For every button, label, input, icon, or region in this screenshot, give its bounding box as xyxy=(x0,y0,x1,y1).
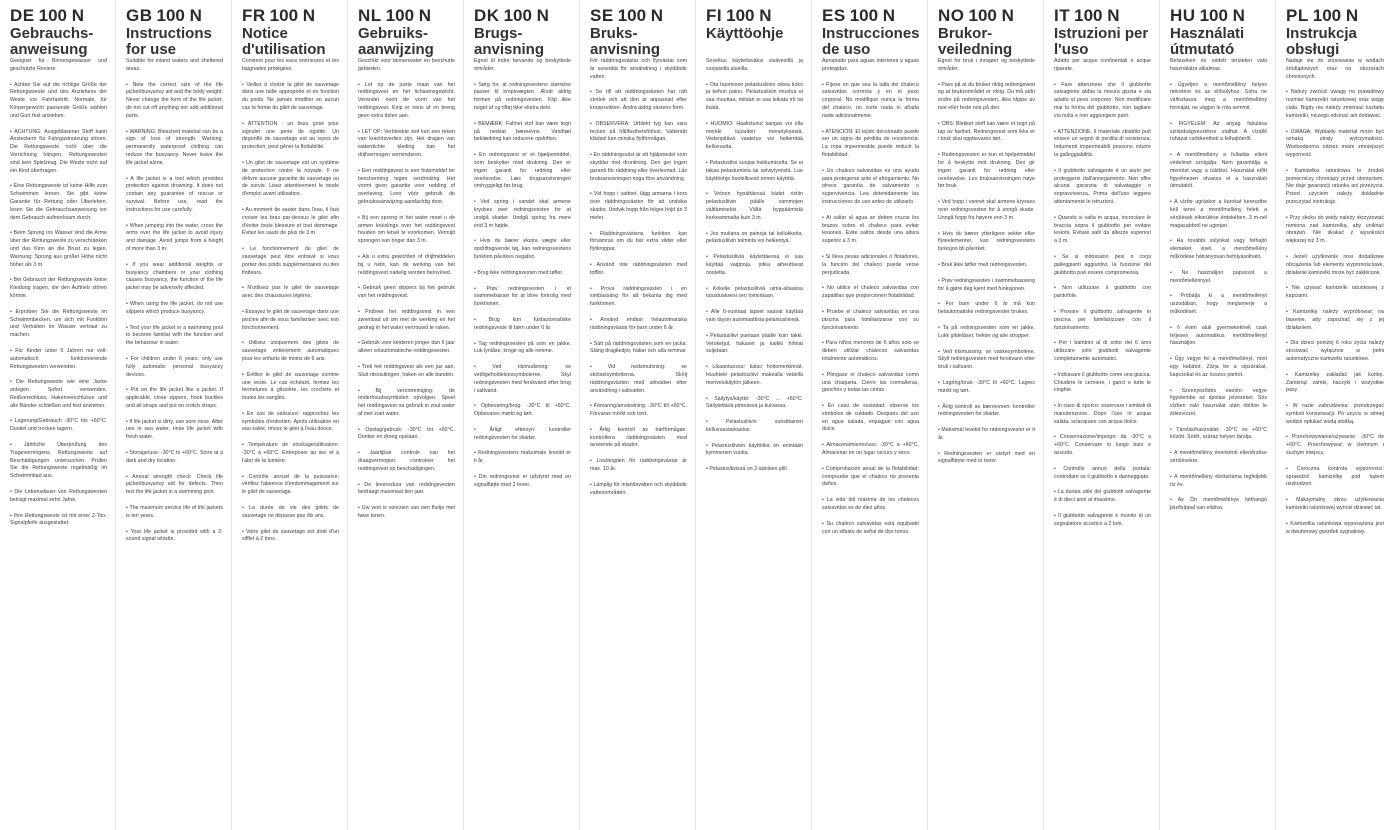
language-code: DK xyxy=(474,6,500,25)
instruction-paragraph: • Kokeile pelastusliiviä uima-altaassa tutustuaksesi sen toimintaan. xyxy=(706,285,803,300)
instruction-paragraph: • FIGYELEM: Az anyag fakulása szilárdságvesztésre utalhat. A vízálló ruházat csökkentheti a felhajtóerőt. xyxy=(1170,120,1267,143)
instruction-body xyxy=(1170,58,1267,513)
instruction-paragraph: • Température de stockage/utilisation: -30°C à +60°C. Entreposer au sec et à l'abri de la lumière. xyxy=(242,442,339,464)
instruction-paragraph: • Achten Sie auf die richtige Größe der Rettungsweste und des Anziehens der Weste vor Fahrtantritt. Normale, für Körpergewicht passende Größe wählen und Gurt fest anziehen. xyxy=(10,81,107,119)
instruction-paragraph: • Test your life jacket in a swimming pool to become familiar with the function and the behaviour in water. xyxy=(126,324,223,347)
instruction-paragraph: • BEMÆRK: Falmet stof kan være tegn på nedsat bæreevne. Vandtæt beklædning kan reducere opdriften. xyxy=(474,120,571,143)
instruction-paragraph: • Prøv redningsvesten i svømmebasseng for å gjøre deg kjent med funksjonen. xyxy=(938,277,1035,292)
language-column-fr xyxy=(232,0,348,830)
instruction-paragraph: • If life jacket is dirty, use sore rinse. After use in sea water, rinse life jacket with fresh water. xyxy=(126,418,223,441)
instruction-paragraph: • Non utilizzare il giubbotto con pantofole. xyxy=(1054,285,1151,300)
instruction-paragraph: • Utilisez uniquement des gilets de sauvetage entièrement automatiques pour les enfants de moins de 6 ans. xyxy=(242,340,339,362)
instruction-body xyxy=(590,58,687,497)
instruction-paragraph: • Storage/use: -30°C to +60°C. Store at a dark and dry location. xyxy=(126,450,223,464)
instruction-paragraph: Belvizeken és védett területen való használatra alkalmas. xyxy=(1170,58,1267,72)
column-header xyxy=(126,6,223,58)
instruction-paragraph: • Pass på at du bruker riktig redningsvest og at bruksområdet er riktig. Du må aldri endre på redningsvesten, ikke klippe av noe eller feste noe på den. xyxy=(938,81,1035,111)
instruction-paragraph: • Nie używać kamizelki ratunkowej z kapciami. xyxy=(1286,285,1384,300)
instruction-paragraph: • Använd inte räddningsvästen med tofflor. xyxy=(590,261,687,276)
instruction-paragraph: • N'utilisez pas le gilet de sauvetage avec des chaussures légères. xyxy=(242,285,339,300)
instruction-paragraph: • Controllo annuo della portata: controllare se il giubbotto è danneggiato. xyxy=(1054,465,1151,480)
instruction-paragraph: • Kamizelka ratunkowa to środek pomocniczy chroniący przed utonięciem. Nie daje gwarancji ratunku ani przeżycia. Przed użyciem należy dokładnie przeczytać instrukcję. xyxy=(1286,167,1384,205)
language-code: PL xyxy=(1286,6,1309,25)
instruction-paragraph: • Vid hopp i vattnet, lägg armarna i kors över räddningsvästen för att undvika skador. Undvik hopp från högre höjd än 3 meter. xyxy=(590,191,687,221)
instruction-paragraph: • Uw vest is voorzien van een fluitje met twee tonen. xyxy=(358,505,455,520)
instruction-paragraph: • Ne használjon papucsot a mentőmellénnyel. xyxy=(1170,269,1267,284)
instruction-paragraph: • Lagerung/Gebrauch -30°C bis +60°C. Dunkel und trocken lagern. xyxy=(10,418,107,433)
instruction-paragraph: • Vid nedsmutsning: se skötselsymbolerna. Skölj räddningsvästen med sötvatten efter användning i saltvatten. xyxy=(590,364,687,394)
instruction-paragraph: • When using the life jacket, do not use slippers which produce buoyancy. xyxy=(126,300,223,315)
instruction-paragraph: • Tag redningsvesten på som en jakke. Luk lynlåse, kroge og alle remme. xyxy=(474,340,571,355)
instruction-paragraph: • Si lleva pesas adicionales o flotadores, la función del chaleco puede verse perjudicada. xyxy=(822,253,919,276)
column-header xyxy=(590,6,687,58)
instruction-paragraph: • Beim Sprung ins Wasser sind die Arme über der Rettungsweste zu verschränken und das Kinn an die Brust zu legen. Warnung: Sprung aus großer Höhe nicht höher als 3 m. xyxy=(10,230,107,268)
instruction-paragraph: • Al saltar al agua se deben cruzar los brazos sobre el chaleco para evitar lesiones. Evite saltos desde una altura superior a 3 m. xyxy=(822,214,919,245)
instruction-paragraph: • For children under 6 years, only use fully automatic personal buoyancy devices. xyxy=(126,355,223,378)
instruction-paragraph: • Należy zwrócić uwagę na prawidłowy rozmiar kamizelki ratunkowej oraz wagę ciała. Nigdy nie należy zmieniać kształtu kamizelki, niczego odcinać ani dodawać. xyxy=(1286,89,1384,119)
language-column-nl xyxy=(348,0,464,830)
instruction-paragraph: Egnet til indre farvande og beskyttede områder. xyxy=(474,58,571,72)
instruction-paragraph: • Dla dzieci poniżej 6 roku życia należy stosować wyłącznie w pełni automatyczne kamizelki ratunkowe. xyxy=(1286,340,1384,362)
instruction-paragraph: • Vetoon hypättäessä kädet ristiin pelastusliivin päälle vammojen välttämiseksi. Vältä hyppäämistä korkeammalta kuin 3 m. xyxy=(706,191,803,221)
language-column-es xyxy=(812,0,928,830)
instruction-paragraph: • Un chaleco salvavidas es una ayuda para protegerse ante el ahogamiento. No ofrece garantía de salvamento o supervivencia. Lea detenidamente las instrucciones de uso antes de utilizarlo. xyxy=(822,167,919,205)
instruction-paragraph: • Opslag/gebruik: -30°C tot +60°C. Donker en droog opslaan. xyxy=(358,426,455,441)
instruction-paragraph: • Brug kun fuldautomatiske redningsveste til børn under 6 år. xyxy=(474,316,571,331)
instruction-paragraph: • Fare attenzione che il giubbotto salvagente abbia la misura giusta e sia adatto al peso corporeo. Non modificare mai la forma del giubbotto, non tagliare via nulla e non aggiungere parti. xyxy=(1054,81,1151,119)
instruction-paragraph: • Ved spring i vandet skal armene krydses over redningsvesten for at undgå skader. Undgå spring fra mere end 3 m højde. xyxy=(474,199,571,229)
buoyancy-rating: 100 N xyxy=(617,6,664,25)
instruction-paragraph: • En caso de suciedad: observe los símbolos de cuidado. Después del uso en agua salada, enjuague con agua dulce. xyxy=(822,403,919,433)
instruction-paragraph: • Comprobación anual de la flotabilidad: compruebe que el chaleco no presenta daños. xyxy=(822,465,919,488)
instruction-paragraph: • Använd endast helautomatiska räddningsvästar för barn under 6 år. xyxy=(590,316,687,331)
buoyancy-rating: 100 N xyxy=(1199,6,1245,25)
instruction-paragraph: • Jeżeli użytkownik nosi dodatkowe obciążenia lub elementy wypornościowe, działanie kamizelki może być zakłócone. xyxy=(1286,253,1384,276)
instruction-paragraph: • Jährliche Überprüfung des Tragevermögens. Rettungsweste auf Beschädigungen untersuchen. Prüfen Sie die Rettungsweste regelmäßig im Schwimmbad aus. xyxy=(10,442,107,480)
instruction-paragraph: • LET OP: Verbleekte stof kan een teken van krachtsverlies zijn. Het dragen van waterdichte kleding kan het drijfvermogen verminderen. xyxy=(358,128,455,158)
buoyancy-rating: 100 N xyxy=(385,6,432,25)
language-code: NL xyxy=(358,6,382,25)
instruction-paragraph: • Szennyeződés esetén: vegye figyelembe az ápolási jelzéseket. Sós vízben való használat után öblítse le édesvízzel. xyxy=(1170,387,1267,417)
instruction-paragraph: • Hvis du bærer ytterligere vekter eller flyteelementer, kan redningsvestens funksjon bli påvirket. xyxy=(938,230,1035,253)
instruction-paragraph: • Przechowywanie/używanie: -30°C do +60°C. Przechowywać w ciemnym i suchym miejscu. xyxy=(1286,434,1384,457)
instruction-paragraph: • En cas de salissure: rapprochez les symboles d'entretien. Après utilisation en eau salée, rincez le gilet à l'eau douce. xyxy=(242,410,339,433)
instruction-paragraph: • Kamizelkę należy wypróbować na basenie, aby zapoznać się z jej działaniem. xyxy=(1286,308,1384,331)
instruction-paragraph: • In caso di sporco: osservare i simboli di manutenzione. Dopo l'uso in acqua salata, sciacquare con acqua dolce. xyxy=(1054,403,1151,425)
buoyancy-rating: 100 N xyxy=(849,6,896,25)
instruction-paragraph: • Förvaring/användning: -30°C till +60°C. Förvaras mörkt och torrt. xyxy=(590,403,687,418)
language-column-no xyxy=(928,0,1044,830)
instruction-paragraph: • Sätt på räddningsvästen som en jacka. Stäng dragkedjor, hakar och alla remmar. xyxy=(590,340,687,355)
buoyancy-rating: 100 N xyxy=(1312,6,1359,25)
column-title: Instrukcja obsługi xyxy=(1286,25,1357,58)
language-column-gb xyxy=(116,0,232,830)
column-header xyxy=(474,6,571,58)
column-title: Käyttöohje xyxy=(706,25,784,42)
instruction-paragraph: • Hvis du bærer ekstra vægte eller opdriftsgivende tøj, kan redningsvestens funktion påvirkes negativt. xyxy=(474,238,571,260)
instruction-paragraph: • Essayez le gilet de sauvetage dans une piscine afin de vous familiariser avec son fonctionnement. xyxy=(242,308,339,331)
instruction-paragraph: • Le fonctionnement du gilet de sauvetage peut être entravé si vous portez des poids supplémentaires ou des flotteurs. xyxy=(242,246,339,276)
instruction-paragraph: • The maximum service life of life jackets is ten years. xyxy=(126,505,223,519)
instruction-paragraph: • A mentőmellény a fulladás elleni védelmet szolgálja. Nem garantálja a mentést vagy a túlélést. Használat előtt figyelmesen olvassa el a használati útmutatót. xyxy=(1170,152,1267,190)
column-header xyxy=(938,6,1035,58)
instruction-paragraph: • Un gilet de sauvetage est un système de protection contre la noyade. Il ne délivre aucune garantie de sauvetage ou de survie. Lisez attentivement le mode d'emploi avant utilisation. xyxy=(242,159,339,198)
column-title: Brugs-anvisning xyxy=(474,25,545,58)
column-header xyxy=(706,6,803,58)
instruction-paragraph: • Jaarlijkse controle van het draagvermogen: controleer het reddingsvest op beschadigingen. xyxy=(358,450,455,472)
instruction-paragraph: • If you wear additional weights or buoyancy chambers or your clothing causes buoyancy, the function of the life jacket may be adversely affected. xyxy=(126,261,223,292)
instruction-paragraph: • ATTENZIONE: il materiale sbiadito può essere un segno di perdita di resistenza. Indumenti impermeabili possono ridurre la galleggiabilità. xyxy=(1054,128,1151,158)
instruction-paragraph: • Lagring/bruk: -30°C til +60°C. Lagres mørkt og tørt. xyxy=(938,379,1035,394)
instruction-paragraph: • For barn under 6 år må kun helautomatiske redningsvester brukes. xyxy=(938,301,1035,316)
instruction-paragraph: • Für Kinder unter 6 Jahren nur voll-automatisch funktionierende Rettungswesten verwenden. xyxy=(10,347,107,370)
instruction-paragraph: • 6 éven aluli gyermekeknek csak teljesen automatikus mentőmellényt használjon. xyxy=(1170,324,1267,347)
instruction-paragraph: • Säilytys/käyttö: -30°C ... +60°C. Säilytettävä pimeässä ja kuivassa. xyxy=(706,395,803,410)
instruction-paragraph: • Pelastusliiviä käytettäessä ei saa käyttää vaippoja, jotka aiheuttavat nostetta. xyxy=(706,254,803,276)
instruction-paragraph: • Votre gilet de sauvetage est doté d'un sifflet à 2 tons. xyxy=(242,528,339,543)
language-column-it xyxy=(1044,0,1160,830)
instruction-paragraph: Adatto per acque continentali e acque riparate. xyxy=(1054,58,1151,72)
instruction-paragraph: • Przy skoku do wody należy skrzyżować ramiona nad kamizelką, aby uniknąć obrażeń. Nie skakać z wysokości większej niż 3 m. xyxy=(1286,214,1384,245)
language-column-pl xyxy=(1276,0,1392,830)
column-title: Notice d'utilisation xyxy=(242,25,326,58)
instruction-paragraph: • Lämplig för inlandsvatten och skyddade vattenområden. xyxy=(590,481,687,496)
column-title: Istruzioni per l'uso xyxy=(1054,25,1149,58)
instruction-paragraph: • Prøv redningsvesten i et svømmebassin for at blive fortrolig med funktionen. xyxy=(474,285,571,308)
column-title: Instructions for use xyxy=(126,25,212,58)
instruction-body xyxy=(938,58,1035,466)
instruction-paragraph: • Pruebe el chaleco salvavidas en una piscina para familiarizarse con su funcionamiento. xyxy=(822,308,919,331)
instruction-paragraph: • Die Lebensdauer von Rettungswesten beträgt maximal zehn Jahre. xyxy=(10,489,107,503)
instruction-body xyxy=(1054,58,1151,529)
instruction-paragraph: • Put on the life jacket like a jacket. If applicable, close zippers, hook buckles and all straps and put on crotch straps. xyxy=(126,387,223,409)
instruction-paragraph: • Pelastusliivi suojaa hukkumiselta. Se ei takaa pelastumista tai selviytymistä. Lue käyttöohje huolellisesti ennen käyttöä. xyxy=(706,159,803,182)
instruction-paragraph: • Bij verontreiniging: de onderhoudssymbolen opvolgen. Spoel het reddingsvest na gebruik in zout water af met zoet water. xyxy=(358,387,455,417)
instruction-paragraph: • Alle 6-vuotiaat lapset saavat käyttää vain täysin automaattisia pelastusliivejä. xyxy=(706,309,803,323)
instruction-paragraph: • Redningsvestens maksimale levetid er ti år. xyxy=(474,450,571,465)
column-header xyxy=(822,6,919,58)
instruction-body xyxy=(1286,58,1384,536)
instruction-paragraph: • Eine Rettungsweste ist keine Hilfe zum Schwimmen lernen. Sie gibt keine Garantie für Rettung oder Überleben, lesen Sie die Gebrauchsanweisung vor dem Gebrauch aufmerksam durch. xyxy=(10,183,107,221)
instruction-paragraph: • Bruk ikke tøfler med redningsvesten. xyxy=(938,261,1028,268)
instruction-paragraph: • OBS: Blekket stoff kan være et tegn på tap av fasthet. Redningsvest som ikke er i bruk skal oppbevares tørt. xyxy=(938,120,1035,143)
column-header xyxy=(10,6,107,58)
instruction-paragraph: • Ihre Rettungsweste ist mit einer 2-Ton-Signalpfeife ausgestattet. xyxy=(10,512,107,527)
instruction-paragraph: • Bei Gebrauch der Rettungsweste keine Kleidung tragen, die den Auftrieb stören könnte. xyxy=(10,277,107,299)
instruction-paragraph: • A vízbe ugráskor a karokat keresztbe kell tenni a mentőmellény felett a sérülések elkerülése érdekében. 3 m-nél magasabbról ne ugorjon. xyxy=(1170,199,1267,229)
instruction-paragraph: • ATENCIÓN: El tejido decolorado puede ser un signo de pérdida de resistencia. La ropa impermeable puede reducir la flotabilidad. xyxy=(822,128,919,158)
column-header xyxy=(358,6,455,58)
instruction-paragraph: • Annual strength check: Check life jacket/buoyancy aid for defects. Then test the life jacket in a swimming pool. xyxy=(126,473,223,496)
buoyancy-rating: 100 N xyxy=(503,6,549,25)
instruction-paragraph: • Kamizelka ratunkowa wyposażona jest w dwutonowy gwizdek sygnałowy. xyxy=(1286,520,1384,535)
instruction-paragraph: • Ügyeljen a mentőmellény helyes méretére és az élősúlyhoz. Soha ne változtassa meg a mentőmellény formáját, ne vágjon le róla semmit. xyxy=(1170,81,1267,111)
instruction-paragraph: • La vida útil máxima de los chalecos salvavidas es de diez años. xyxy=(822,497,919,512)
instruction-paragraph: • En redningsvest er et hjælpemiddel, som beskytter mod drukning. Den er ingen garanti for redning eller overlevelse. Læs brugsanvisningen omhyggeligt før brug. xyxy=(474,152,571,190)
instruction-paragraph: • Conservazione/impiego: da -30°C a +60°C. Conservare in luogo buio e asciutto. xyxy=(1054,434,1151,457)
instruction-paragraph: • Trek het reddingsvest als een jas aan. Sluit ritssluitingen, haken en alle banden. xyxy=(358,363,455,378)
instruction-paragraph: • Gebruik voor kinderen jonger dan 6 jaar alleen volautomatische reddingsvesten. xyxy=(358,340,455,355)
instruction-paragraph: • WARNING: Bleached material can be a sign of loss of strength. Warning: permanently waterproof clothing can reduce the buoyancy. Never leave the life jacket alone. xyxy=(126,128,223,166)
instruction-paragraph: • Let op de juiste maat van het reddingsvest en het lichaamsgewicht. Verander nooit de vorm van het reddingsvest. Knip er niets af en breng geen extra delen aan. xyxy=(358,81,455,119)
instruction-paragraph: • Likaantuessa: katso hoitomerkinnät. Huuhtele pelastusliivi makealla vedellä merivesikäytön jälkeen. xyxy=(706,364,803,386)
instruction-paragraph: • ATTENTION : un tissu grisé pour signaler une perte de rigidité. Un dégonflé de sauvetage est au repos de protection, peut gêner la flottabilité. xyxy=(242,120,339,151)
instruction-paragraph: Apropiado para aguas interiores y aguas protegidas. xyxy=(822,58,919,72)
instruction-paragraph: • Au moment de sauter dans l'eau, il faut croiser les bras par-dessus le gilet afin d'éviter toute blessure et tout dommage. Évitez les sauts de plus de 3 m. xyxy=(242,206,339,237)
instruction-paragraph: • Enfilez le gilet de sauvetage comme une veste. Le cas échéant, fermez les fermetures à glissière, les crochets et toutes les sangles. xyxy=(242,371,339,402)
instruction-paragraph: • Maksymalny okres użytkowania kamizelki ratunkowej wynosi dziesięć lat. xyxy=(1286,497,1384,512)
instruction-paragraph: • ACHTUNG: Ausgeblasener Stoff kann Ansteckern für Fahrgastnutzung stören. Die Rettungsweste nicht über die Vorrichtung hängen. Rettungswesten sind kein Spielzeug. Die Weste nicht auf ein Kind übertragen. xyxy=(10,128,107,174)
instruction-paragraph: • Pelastusliivien käyttöikä on enintään kymmenen vuotta. xyxy=(706,442,803,457)
instruction-paragraph: • Il giubbotto salvagente è munito di un segnalatore acustico a 2 toni. xyxy=(1054,513,1151,527)
language-column-dk xyxy=(464,0,580,830)
column-title: Brukor-veiledning xyxy=(938,25,1013,58)
instruction-paragraph: • Redningsvesten er utstyrt med en signalfløyte med to toner. xyxy=(938,450,1035,465)
instruction-paragraph: • Il giubbotto salvagente è un aiuto per proteggersi dall'annegamento. Non offre alcuna garanzia di salvataggio o sopravvivenza. Prima dell'uso leggere attentamente le istruzioni. xyxy=(1054,167,1151,205)
column-title: Gebrauchs-anweisung xyxy=(10,25,94,58)
instruction-paragraph: • Se till att räddningsvästen har rätt storlek och att den är anpassad efter kroppsvikten. Ändra aldrig västens form. xyxy=(590,89,687,111)
instruction-paragraph: • Årlig kontroll av bæreevnen: kontroller redningsvesten for skader. xyxy=(938,403,1035,418)
instruction-paragraph: • Ha további súlyokat vagy felhajtó elemeket visel, a mentőmellény működése hátrányosan befolyásolható. xyxy=(1170,238,1267,260)
instruction-paragraph: • Die Rettungsweste wie eine Jacke anlegen. Sofort verwenden. Reißverschluss, Hakenverschlüsse und alle Bänder schließen und fest anziehen. xyxy=(10,379,107,409)
instruction-paragraph: • Opbevaring/brug: -30°C til +60°C. Opbevares mørkt og tørt. xyxy=(474,403,571,418)
instruction-body xyxy=(358,58,455,521)
buoyancy-rating: 100 N xyxy=(968,6,1014,25)
instruction-paragraph: • Din redningsvest er udstyret med en signalfløjte med 2 toner. xyxy=(474,474,571,488)
buoyancy-rating: 100 N xyxy=(38,6,84,25)
instruction-paragraph: • Livslängden för räddningsvästar är max. 10 år. xyxy=(590,458,687,473)
instruction-paragraph: Geeignet für Binnengewässer und geschützte Reviere. xyxy=(10,58,107,72)
language-code: NO xyxy=(938,6,965,25)
instruction-paragraph: • Próbálja ki a mentőmellényt uszodában, hogy megismerje a működését. xyxy=(1170,293,1267,315)
instruction-paragraph: • Para niños menores de 6 años solo se deben utilizar chalecos salvavidas totalmente automáticos. xyxy=(822,340,919,362)
instruction-paragraph: Suitable for inland waters and sheltered areas. xyxy=(126,58,223,72)
instruction-paragraph: • No utilice el chaleco salvavidas con zapatillas que proporcionen flotabilidad. xyxy=(822,285,919,300)
instruction-paragraph: • Jos mukana on painoja tai kellukkeita, pelastusliivin toiminta voi heikentyä. xyxy=(706,230,803,245)
instruction-paragraph: • Een reddingsvest is een hulpmiddel ter bescherming tegen verdrinking. Het vormt geen garantie voor redding of overleving. Lees vóór gebruik de gebruiksaanwijzing aandachtig door. xyxy=(358,167,455,205)
language-code: ES xyxy=(822,6,846,25)
language-code: SE xyxy=(590,6,614,25)
column-header xyxy=(1170,6,1267,58)
instruction-body xyxy=(706,58,803,474)
instruction-paragraph: • Als u extra gewichten of drijfmiddelen bij u hebt, kan de werking van het reddingsvest nadelig worden beïnvloed. xyxy=(358,253,455,276)
language-code: FI xyxy=(706,6,723,25)
instruction-paragraph: • La durée de vie des gilets de sauvetage ne dépasse pas dix ans. xyxy=(242,505,339,519)
instruction-paragraph: • De levensduur van reddingsvesten bedraagt maximaal tien jaar. xyxy=(358,481,455,496)
instruction-paragraph: Nadaje się do stosowania w wodach śródlądowych oraz na obszarach chronionych. xyxy=(1286,58,1384,80)
instruction-paragraph: • Ota huomioon pelastusliivin oikea koko ja kehon paino. Pelastusliivin muotoa ei saa muuttaa, mitään ei saa leikata irti tai lisätä. xyxy=(706,81,803,111)
language-code: FR xyxy=(242,6,266,25)
language-column-hu xyxy=(1160,0,1276,830)
instruction-paragraph: • A life jacket is a tool which provides protection against drowning. It does not contain any guarantee of rescue or survival. Before use, read the instructions for use carefully. xyxy=(126,175,223,213)
instruction-paragraph: Convient pour les eaux intérieures et les baignades protégées. xyxy=(242,58,339,72)
instruction-paragraph: Soveltuu käytettäväksi sisävesillä ja suojaisilla alueilla. xyxy=(706,58,803,72)
instruction-paragraph: • UWAGA: Wyblakły materiał może być oznaką utraty wytrzymałości. Wodoodporna odzież może zmniejszyć wyporność. xyxy=(1286,128,1384,158)
instruction-paragraph: • Redningsvesten er kun et hjelpemiddel for å beskytte mot drukning. Den gir ingen garanti for redning eller overlevelse. Les bruksanvisningen nøye før bruk. xyxy=(938,152,1035,190)
instruction-paragraph: • Pelastusliivi puetaan päälle kuin takki. Vetoketjut, hakaset ja kaikki hihnat suljetaan. xyxy=(706,332,803,355)
instruction-paragraph: • Probeer het reddingsvest in een zwembad uit om met de werking en het gedrag in het water vertrouwd te raken. xyxy=(358,308,455,331)
instruction-paragraph: • Indossare il giubbotto come una giacca. Chiudere le cerniere, i ganci e tutte le cinghie. xyxy=(1054,371,1151,394)
instruction-paragraph: • Bij een sprong in het water moet u de armen kruislings over het reddingsvest houden om letsel te voorkomen. Vermijd sprongen van hoger dan 3 m. xyxy=(358,214,455,245)
instruction-paragraph: • En räddningsväst är ett hjälpmedel som skyddar mot drunkning. Den ger ingen garanti för räddning eller överlevnad. Läs bruksanvisningen noga före användning. xyxy=(590,152,687,182)
instruction-paragraph: • La durata utile dei giubbotti salvagente è di dieci anni al massimo. xyxy=(1054,489,1151,504)
instruction-paragraph: • Årlig kontroll av bärförmågan: kontrollera räddningsvästen med avseende på skador. xyxy=(590,426,687,449)
instruction-paragraph: • Per i bambini al di sotto dei 6 anni utilizzare solo giubbotti salvagente completamente automatici. xyxy=(1054,340,1151,362)
instruction-paragraph: • Veillez à choisir la gilet de sauvetage dans une taille appropriée et en fonction du poids. Ne jamais modifier en aucun cas la forme du gilet de sauvetage. xyxy=(242,81,339,111)
language-column-fi xyxy=(696,0,812,830)
column-header xyxy=(1286,6,1384,58)
instruction-paragraph: • Maksimal levetid for redningsvester er ti år. xyxy=(938,427,1035,441)
instruction-paragraph: • Gebruik geen slippers bij het gebruik van het reddingsvest. xyxy=(358,285,455,300)
language-column-de xyxy=(0,0,116,830)
column-title: Gebruiks-aanwijzing xyxy=(358,25,434,58)
instruction-paragraph: • Se si indossano pesi o corpi galleggianti aggiuntivi, la funzione del giubbotto può essere compromessa. xyxy=(1054,253,1151,276)
instruction-paragraph: • Note the correct size of the life jacket/buoyancy aid and the body weight. Never change the form of the life jacket, do not cut off anything nor add additional parts. xyxy=(126,81,223,119)
language-code: IT xyxy=(1054,6,1071,25)
language-code: DE xyxy=(10,6,35,25)
language-column-se xyxy=(580,0,696,830)
instruction-paragraph: • OBSERVERA: Urblekt tyg kan vara tecken på hållfasthetsförlust. Vattentät klädsel kan minska flytförmågan. xyxy=(590,120,687,143)
instruction-paragraph: • Quando si salta in acqua, incrociare le braccia sopra il giubbotto per evitare lesioni. Evitare salti da altezze superiori a 3 m. xyxy=(1054,214,1151,245)
instruction-body xyxy=(822,58,919,536)
instruction-paragraph: För räddningsvästar och flytvästar som är avsedda för användning i skyddade vatten. xyxy=(590,58,687,80)
language-code: HU xyxy=(1170,6,1196,25)
instruction-paragraph: • Contrôle annuel de la puissance: vérifiez l'absence d'endommagement sur le gilet de sauvetage. xyxy=(242,473,339,496)
instruction-paragraph: • Brug ikke redningsvesten med tøfler. xyxy=(474,269,564,276)
instruction-paragraph: • Su chaleco salvavidas está equipado con un silbato de señal de dos tonos. xyxy=(822,520,919,535)
instruction-body xyxy=(242,58,339,544)
instruction-paragraph: • Coroczna kontrola wyporności: sprawdzić kamizelkę pod kątem uszkodzeń. xyxy=(1286,465,1384,488)
instruction-paragraph: • Pelastusliivissä on 2-äänisen pilli. xyxy=(706,466,789,473)
instruction-paragraph: Geschikt voor binnenwater en beschutte gebieden. xyxy=(358,58,455,72)
instruction-paragraph: • HUOMIO: Haalistunut kangas voi olla merkki lujuuden menetyksestä. Vedenpitävä vaatetus voi heikentää kelluvuutta. xyxy=(706,120,803,151)
instruction-paragraph: • A mentőmellény élettartama legfeljebb tíz év. xyxy=(1170,473,1267,488)
instruction-paragraph: Egnet for bruk i innsjøer og beskyttede områder. xyxy=(938,58,1035,72)
instruction-paragraph: • Provare il giubbotto salvagente in piscina per familiarizzare con il funzionamento. xyxy=(1054,308,1151,331)
instruction-paragraph: • Fíjese en que sea la talla del chaleco salvavidas correcta y en el peso corporal. No modifique nunca la forma del chaleco, no corte nada ni añada nada adicionalmente. xyxy=(822,81,919,119)
instruction-paragraph: • Ta på redningsvesten som en jakke. Lukk glidelåser, hekter og alle stropper. xyxy=(938,324,1035,339)
instruction-paragraph: • Your life jacket is provided with a 2-sound signal whistle. xyxy=(126,528,223,543)
instruction-paragraph: • Kamizelkę zakładać jak kurtkę. Zamknąć zamki, haczyki i wszystkie pasy. xyxy=(1286,371,1384,394)
instruction-body xyxy=(126,58,223,544)
instruction-paragraph: • Prova räddningsvästen i en simbassäng för att bekanta dig med funktionen. xyxy=(590,285,687,308)
instruction-paragraph: • Sørg for, at redningsvestens størrelse passer til kropsvægten. Ændr aldrig formen på redningsvesten. Klip ikke noget af og tilføj ikke ekstra dele. xyxy=(474,81,571,111)
instruction-paragraph: • Erproben Sie die Rettungsweste im Schwimmbecken, um sich mit Funktion und Verhalten im Wasser vertraut zu machen. xyxy=(10,308,107,339)
column-header xyxy=(242,6,339,58)
column-header xyxy=(1054,6,1151,58)
buoyancy-rating: 100 N xyxy=(726,6,772,25)
instruction-paragraph: • Ved hopp i vannet skal armene krysses over redningsvesten for å unngå skade. Unngå hopp fra høyere enn 3 m. xyxy=(938,199,1035,221)
instruction-body xyxy=(474,58,571,490)
instruction-paragraph: • Årligt eftersyn: kontroller redningsvesten for skader. xyxy=(474,426,571,441)
buoyancy-rating: 100 N xyxy=(269,6,316,25)
instruction-paragraph: • When jumping into the water, cross the arms over the life jacket to avoid injury and damage. Avoid jumps from a height of more than 3 m. xyxy=(126,222,223,252)
language-code: GB xyxy=(126,6,153,25)
instruction-paragraph: • Póngase el chaleco salvavidas como una chaqueta. Cierre las cremalleras, ganchos y todas las cintas. xyxy=(822,371,919,394)
buoyancy-rating: 100 N xyxy=(1074,6,1120,25)
instruction-paragraph: • W razie zabrudzenia: przestrzegać symboli konserwacji. Po użyciu w słonej wodzie opłukać wodą słodką. xyxy=(1286,403,1384,425)
instruction-paragraph: • Ved tilsmudsning: se vedligeholdelsessymbolerne. Skyl redningsvesten med ferskvand efter brug i saltvand. xyxy=(474,364,571,394)
column-title: Bruks-anvisning xyxy=(590,25,661,58)
column-title: Használati útmutató xyxy=(1170,25,1245,58)
instruction-paragraph: • A mentőmellény évenkénti ellenőrzése sérülésekre. xyxy=(1170,450,1267,465)
instruction-paragraph: • Ved tilsmussing: se vaskesymbolene. Skyll redningsvesten med ferskvann etter bruk i saltvann. xyxy=(938,348,1035,371)
column-title: Instrucciones de uso xyxy=(822,25,920,58)
buoyancy-rating: 100 N xyxy=(156,6,202,25)
instruction-body xyxy=(10,58,107,528)
instruction-paragraph: • Pelastusliivin vuosittainen kelluvuustarkastus. xyxy=(706,419,803,433)
instruction-paragraph: • Az Ön mentőmellénye kéthangú jelzősíppal van ellátva. xyxy=(1170,497,1267,512)
instruction-paragraph: • Almacenamiento/uso: -30°C a +60°C. Almacenar en un lugar oscuro y seco. xyxy=(822,442,919,457)
instruction-paragraph: • Räddningsvästens funktion kan försämras om du bär extra vikter eller flytkroppar. xyxy=(590,230,687,253)
instruction-paragraph: • Úgy vegye fel a mentőmellényt, mint egy kabátot. Zárja be a cipzárakat, kapcsokat és az összes pántot. xyxy=(1170,356,1267,378)
instruction-paragraph: • Tárolás/használat: -30°C és +60°C között. Sötét, száraz helyen tárolja. xyxy=(1170,426,1267,441)
